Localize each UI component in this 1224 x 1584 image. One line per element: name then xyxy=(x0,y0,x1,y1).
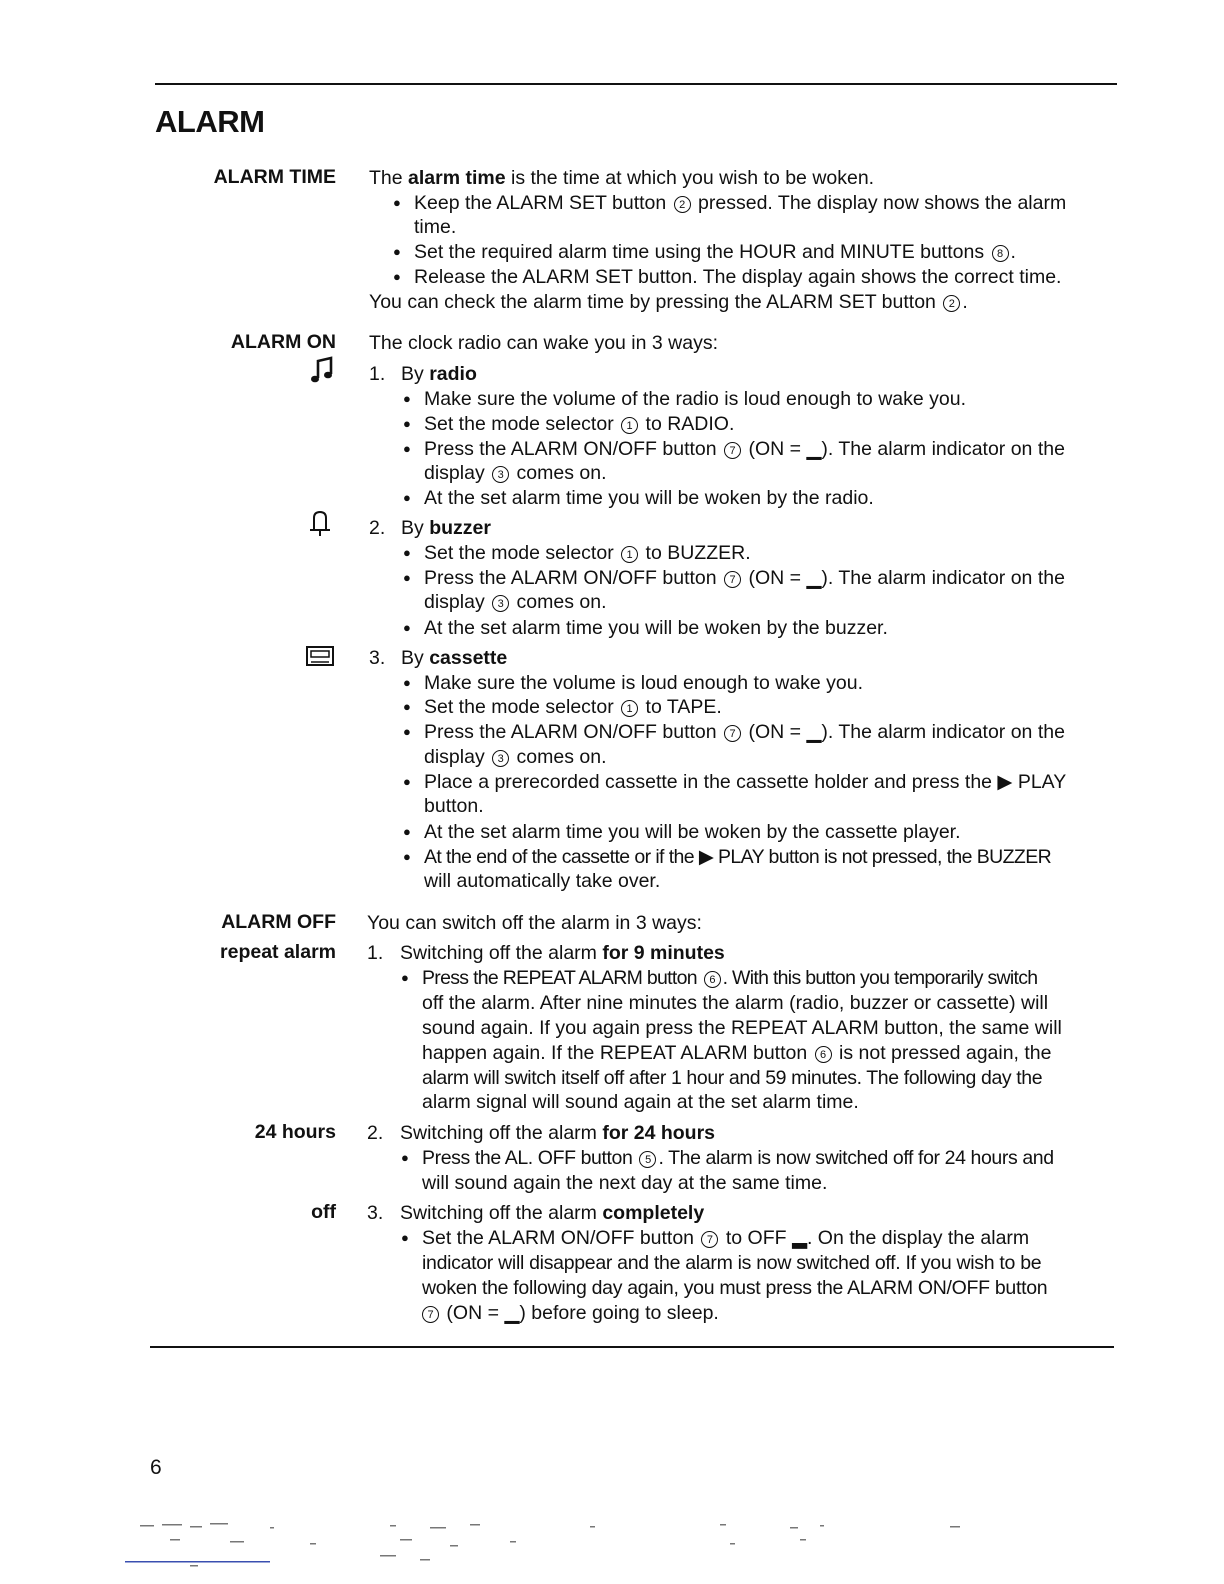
radio-number: 1. xyxy=(369,363,386,385)
callout-number: 7 xyxy=(724,571,741,588)
callout-number: 7 xyxy=(724,442,741,459)
callout-number: 6 xyxy=(704,971,721,988)
cassette-bullet-6: ● At the end of the cassette or if the ▶ PLAY button is not pressed, the BUZZER xyxy=(424,845,1051,869)
callout-number: 1 xyxy=(621,417,638,434)
radio-heading: By radio xyxy=(401,363,477,385)
alarm-time-label: ALARM TIME xyxy=(213,166,336,188)
top-rule xyxy=(155,83,1117,85)
callout-number: 6 xyxy=(815,1046,832,1063)
callout-number: 2 xyxy=(943,295,960,312)
cassette-bullet-4: ● Place a prerecorded cassette in the cassette holder and press the ▶ PLAY xyxy=(424,770,1066,794)
alarm-time-intro: The alarm time is the time at which you wish to be woken. xyxy=(369,167,875,189)
cassette-bullet-1: ● Make sure the volume is loud enough to wake you. xyxy=(424,671,863,695)
cassette-icon xyxy=(306,646,334,666)
off-bullet-1: ● Set the ALARM ON/OFF button 7 to OFF ▂. On the display the alarm xyxy=(422,1226,1029,1250)
callout-number: 3 xyxy=(492,595,509,612)
callout-number: 3 xyxy=(492,466,509,483)
callout-number: 5 xyxy=(639,1151,656,1168)
cassette-heading: By cassette xyxy=(401,647,508,669)
buzzer-bullet-3: ● At the set alarm time you will be woken by the buzzer. xyxy=(424,616,888,640)
alarm-time-bullet-3: ● Release the ALARM SET button. The display again shows the correct time. xyxy=(414,265,1061,289)
page-title: ALARM xyxy=(155,104,265,139)
off-bullet-1-l3: woken the following day again, you must press the ALARM ON/OFF button xyxy=(422,1277,1048,1299)
alarm-off-intro: You can switch off the alarm in 3 ways: xyxy=(367,912,702,934)
buzzer-heading: By buzzer xyxy=(401,517,491,539)
radio-bullet-1: ● Make sure the volume of the radio is loud enough to wake you. xyxy=(424,387,966,411)
radio-bullet-3-cont: display 3 comes on. xyxy=(424,462,607,484)
hours24-heading: Switching off the alarm for 24 hours xyxy=(400,1122,716,1144)
buzzer-bullet-2: ● Press the ALARM ON/OFF button 7 (ON = ▁). The alarm indicator on the xyxy=(424,566,1065,590)
repeat-heading: Switching off the alarm for 9 minutes xyxy=(400,942,725,964)
cassette-bullet-2: ● Set the mode selector 1 to TAPE. xyxy=(424,695,722,719)
radio-bullet-2: ● Set the mode selector 1 to RADIO. xyxy=(424,412,734,436)
alarm-time-outro: You can check the alarm time by pressing the ALARM SET button 2 . xyxy=(369,291,968,313)
repeat-bullet-1-l4: happen again. If the REPEAT ALARM button 6 is not pressed again, the xyxy=(422,1042,1052,1064)
radio-bullet-3: ● Press the ALARM ON/OFF button 7 (ON = ▁). The alarm indicator on the xyxy=(424,437,1065,461)
repeat-bullet-1-l5: alarm will switch itself off after 1 hour and 59 minutes. The following day the xyxy=(422,1067,1043,1089)
off-bullet-1-l2: indicator will disappear and the alarm is now switched off. If you wish to be xyxy=(422,1252,1042,1274)
scan-noise xyxy=(110,1515,990,1575)
callout-number: 8 xyxy=(992,245,1009,262)
buzzer-number: 2. xyxy=(369,517,386,539)
bell-icon xyxy=(308,510,332,538)
callout-number: 1 xyxy=(621,700,638,717)
cassette-number: 3. xyxy=(369,647,386,669)
radio-bullet-4: ● At the set alarm time you will be woken by the radio. xyxy=(424,486,874,510)
alarm-off-label: ALARM OFF xyxy=(221,911,336,933)
hours24-bullet-1: ● Press the AL. OFF button 5 . The alarm is now switched off for 24 hours and xyxy=(422,1146,1054,1170)
off-bullet-1-l4: 7 (ON = ▁) before going to sleep. xyxy=(422,1301,719,1325)
callout-number: 3 xyxy=(492,750,509,767)
alarm-on-intro: The clock radio can wake you in 3 ways: xyxy=(369,332,719,354)
hours24-number: 2. xyxy=(367,1122,384,1144)
24-hours-label: 24 hours xyxy=(254,1121,336,1143)
repeat-number: 1. xyxy=(367,942,384,964)
callout-number: 7 xyxy=(701,1231,718,1248)
alarm-time-bullet-1: ● Keep the ALARM SET button 2 pressed. The display now shows the alarm xyxy=(414,191,1066,215)
buzzer-bullet-2-cont: display 3 comes on. xyxy=(424,591,607,613)
cassette-bullet-3: ● Press the ALARM ON/OFF button 7 (ON = ▁). The alarm indicator on the xyxy=(424,720,1065,744)
repeat-bullet-1-l3: sound again. If you again press the REPEAT ALARM button, the same will xyxy=(422,1017,1062,1039)
hours24-bullet-1-l2: will sound again the next day at the same time. xyxy=(422,1172,828,1194)
cassette-bullet-4-cont: button. xyxy=(424,795,484,817)
repeat-bullet-1-l2: off the alarm. After nine minutes the alarm (radio, buzzer or cassette) will xyxy=(422,992,1049,1014)
cassette-bullet-5: ● At the set alarm time you will be woken by the cassette player. xyxy=(424,820,961,844)
bottom-rule xyxy=(150,1346,1114,1348)
music-note-icon xyxy=(310,356,334,384)
callout-number: 7 xyxy=(422,1306,439,1323)
cassette-bullet-3-cont: display 3 comes on. xyxy=(424,746,607,768)
off-heading: Switching off the alarm completely xyxy=(400,1202,705,1224)
repeat-bullet-1: ● Press the REPEAT ALARM button 6 . With this button you temporarily switch xyxy=(422,966,1037,990)
page-number: 6 xyxy=(150,1456,162,1479)
callout-number: 2 xyxy=(674,196,691,213)
alarm-on-label: ALARM ON xyxy=(230,331,336,353)
cassette-bullet-6-cont: will automatically take over. xyxy=(424,870,661,892)
callout-number: 1 xyxy=(621,546,638,563)
off-label: off xyxy=(311,1201,336,1223)
repeat-bullet-1-l6: alarm signal will sound again at the set alarm time. xyxy=(422,1091,859,1113)
off-number: 3. xyxy=(367,1202,384,1224)
buzzer-bullet-1: ● Set the mode selector 1 to BUZZER. xyxy=(424,541,751,565)
repeat-alarm-label: repeat alarm xyxy=(220,941,336,963)
callout-number: 7 xyxy=(724,725,741,742)
alarm-time-bullet-2: ● Set the required alarm time using the HOUR and MINUTE buttons 8 . xyxy=(414,240,1016,264)
alarm-time-bullet-1-cont: time. xyxy=(414,216,457,238)
